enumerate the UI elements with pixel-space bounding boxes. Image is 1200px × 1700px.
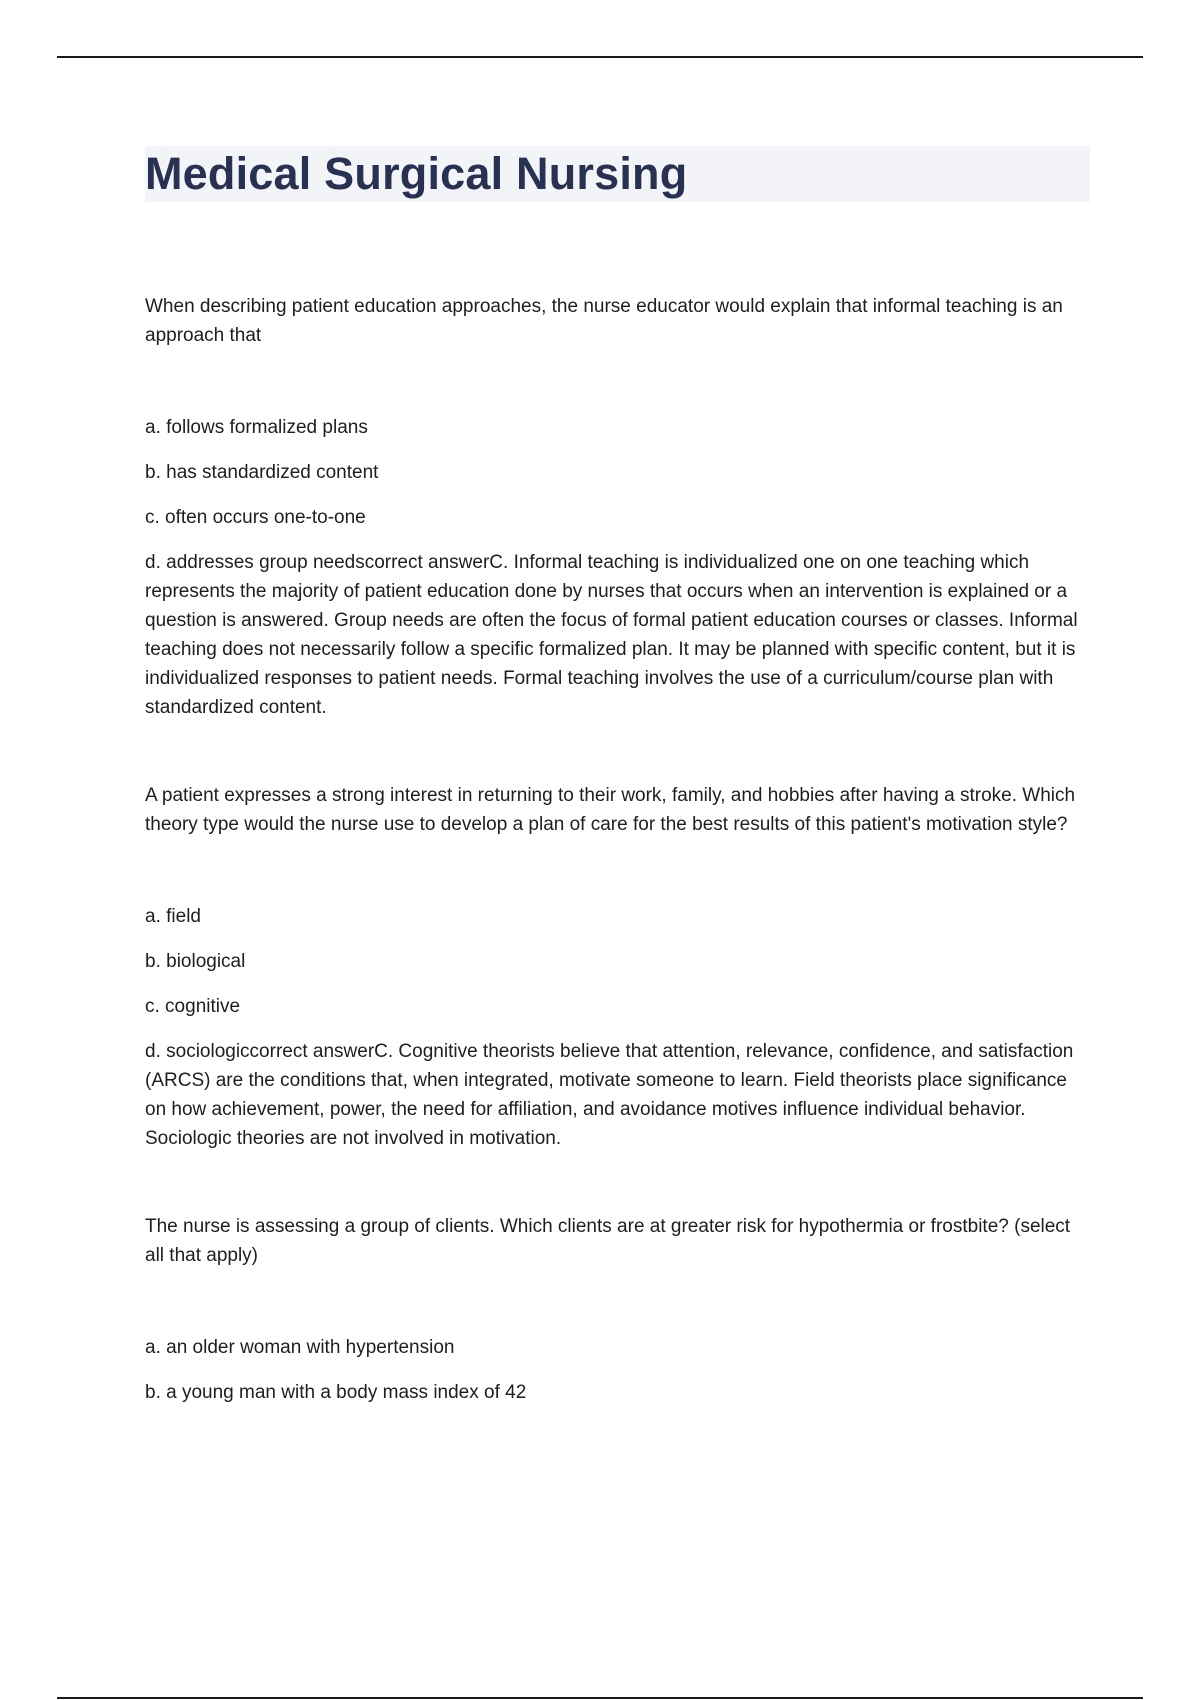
answer-option: b. has standardized content [145,462,379,483]
answer-option: a. follows formalized plans [145,417,368,438]
title-band [145,146,1090,202]
document-body [145,146,1090,1423]
question-stem: A patient expresses a strong interest in returning to their work, family, and hobbies after having a stroke. Which theory type would the nurse use to develop a plan of care for the best results of this patient's motivation style? [145,785,1076,835]
answer-option-with-rationale: d. sociologiccorrect answerC. Cognitive theorists believe that attention, relevance, confidence, and satisfaction (ARCS) are the conditions that, when integrated, motivate someone to learn. Field theorists place significance on how achievement, power, the need for affiliation, and avoidance motives influence individual behavior. Sociologic theories are not involved in motivation. [145,1041,1074,1149]
bottom-divider [57,1697,1143,1699]
question-block-1 [145,292,1090,722]
answer-option: c. often occurs one-to-one [145,507,366,528]
answer-option: a. an older woman with hypertension [145,1337,455,1358]
answer-option: b. a young man with a body mass index of 42 [145,1382,527,1403]
page-title: Medical Surgical Nursing [145,148,688,199]
answer-option-with-rationale: d. addresses group needscorrect answerC. Informal teaching is individualized one on one teaching which represents the majority of patient education done by nurses that occurs when an intervention is explained or a question is answered. Group needs are often the focus of formal patient education courses or classes. Informal teaching does not necessarily follow a specific formalized plan. It may be planned with specific content, but it is individualized responses to patient needs. Formal teaching involves the use of a curriculum/course plan with standardized content. [145,552,1078,718]
top-divider [57,56,1143,58]
answer-option: c. cognitive [145,996,241,1017]
answer-option: a. field [145,906,201,927]
question-block-2 [145,781,1090,1153]
question-stem: When describing patient education approaches, the nurse educator would explain that informal teaching is an approach that [145,296,1063,346]
question-block-3 [145,1212,1090,1407]
answer-option: b. biological [145,951,246,972]
question-stem: The nurse is assessing a group of clients. Which clients are at greater risk for hypothermia or frostbite? (select all that apply) [145,1216,1071,1266]
